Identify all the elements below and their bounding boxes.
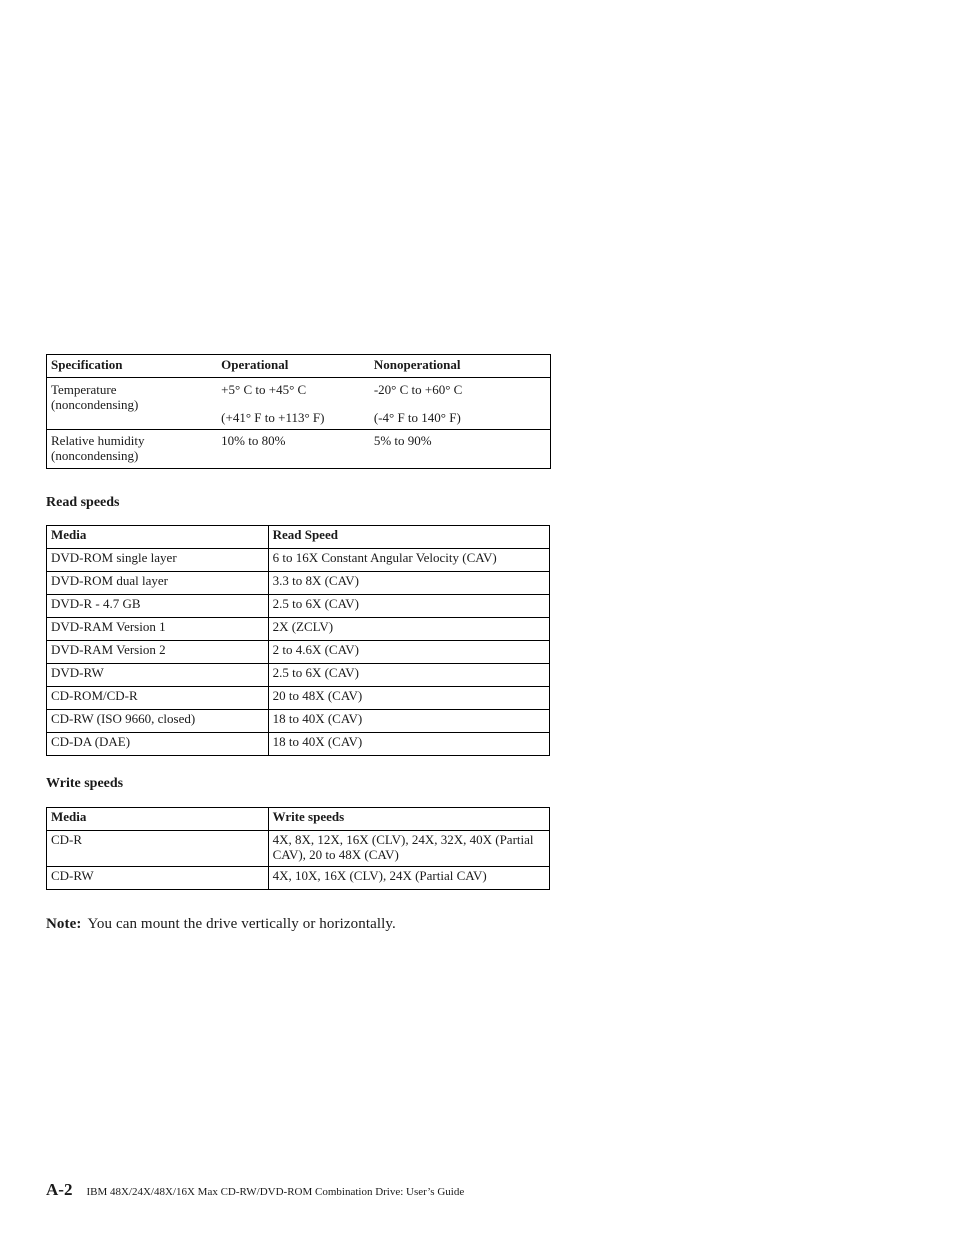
table-row	[47, 618, 550, 641]
media-cell: DVD-RAM Version 1	[47, 618, 269, 641]
spec-label: Relative humidity	[51, 433, 145, 448]
nonoperational-cell: 5% to 90%	[373, 433, 432, 448]
column-header: Operational	[217, 355, 370, 378]
table-row	[47, 549, 550, 572]
speed-cell: 3.3 to 8X (CAV)	[268, 572, 549, 595]
note-text: You can mount the drive vertically or horizontally.	[87, 916, 396, 932]
nonoperational-fahrenheit: (-4° F to 140° F)	[373, 410, 461, 425]
speed-cell: 2X (ZCLV)	[268, 618, 549, 641]
media-cell: CD-R	[47, 831, 269, 867]
table-header-row	[47, 526, 550, 549]
table-row-temperature	[47, 378, 551, 430]
table-row	[47, 867, 550, 890]
table-row	[47, 664, 550, 687]
operational-cell	[217, 378, 370, 430]
write-speeds-table	[46, 807, 550, 890]
speed-cell: 2.5 to 6X (CAV)	[268, 595, 549, 618]
speed-text-line: 4X, 8X, 12X, 16X (CLV), 24X, 32X, 40X (Partial	[272, 832, 534, 847]
table-row	[47, 572, 550, 595]
media-cell: DVD-R - 4.7 GB	[47, 595, 269, 618]
page-footer	[46, 1180, 464, 1200]
media-cell: DVD-RW	[47, 664, 269, 687]
spec-cell	[47, 430, 218, 469]
speed-cell: 4X, 10X, 16X (CLV), 24X (Partial CAV)	[268, 867, 549, 890]
table-row-humidity	[47, 430, 551, 469]
table-header-row	[47, 808, 550, 831]
column-header: Specification	[47, 355, 218, 378]
table-row	[47, 733, 550, 756]
write-speeds-heading: Write speeds	[46, 776, 124, 791]
spec-sublabel: (noncondensing)	[51, 397, 139, 412]
mounting-note	[46, 916, 396, 933]
read-speeds-table	[46, 525, 550, 756]
operational-cell: 10% to 80%	[221, 433, 286, 448]
speed-cell: 2 to 4.6X (CAV)	[268, 641, 549, 664]
speed-cell: 2.5 to 6X (CAV)	[268, 664, 549, 687]
media-cell: CD-DA (DAE)	[47, 733, 269, 756]
media-cell: DVD-RAM Version 2	[47, 641, 269, 664]
speed-cell: 20 to 48X (CAV)	[268, 687, 549, 710]
table-row	[47, 687, 550, 710]
column-header: Media	[47, 526, 269, 549]
table-row	[47, 595, 550, 618]
column-header: Media	[47, 808, 269, 831]
environment-spec-table	[46, 354, 551, 469]
speed-cell	[268, 831, 549, 867]
speed-cell: 18 to 40X (CAV)	[268, 733, 549, 756]
nonoperational-cell	[370, 378, 551, 430]
operational-celsius: +5° C to +45° C	[221, 382, 307, 397]
media-cell: DVD-ROM single layer	[47, 549, 269, 572]
column-header: Nonoperational	[370, 355, 551, 378]
table-row	[47, 831, 550, 867]
page-number: A-2	[46, 1180, 73, 1199]
media-cell: CD-ROM/CD-R	[47, 687, 269, 710]
operational-fahrenheit: (+41° F to +113° F)	[221, 410, 325, 425]
column-header: Write speeds	[268, 808, 549, 831]
table-row	[47, 710, 550, 733]
speed-cell: 18 to 40X (CAV)	[268, 710, 549, 733]
document-title: IBM 48X/24X/48X/16X Max CD-RW/DVD-ROM Combination Drive: User’s Guide	[86, 1186, 465, 1198]
table-row	[47, 641, 550, 664]
spec-sublabel: (noncondensing)	[51, 448, 139, 463]
note-label: Note:	[46, 916, 82, 932]
media-cell: DVD-ROM dual layer	[47, 572, 269, 595]
read-speeds-heading: Read speeds	[46, 495, 120, 510]
spec-label: Temperature	[51, 382, 117, 397]
nonoperational-celsius: -20° C to +60° C	[373, 382, 463, 397]
table-header-row	[47, 355, 551, 378]
spec-cell	[47, 378, 218, 430]
media-cell: CD-RW	[47, 867, 269, 890]
speed-text-line: CAV), 20 to 48X (CAV)	[272, 847, 399, 862]
speed-cell: 6 to 16X Constant Angular Velocity (CAV)	[268, 549, 549, 572]
column-header: Read Speed	[268, 526, 549, 549]
media-cell: CD-RW (ISO 9660, closed)	[47, 710, 269, 733]
